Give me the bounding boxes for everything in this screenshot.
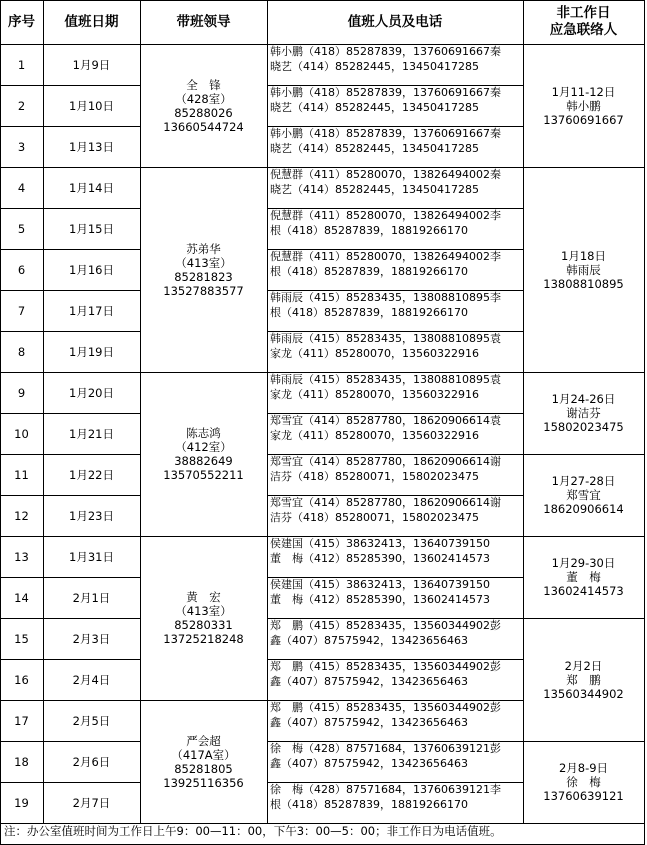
row-seq: 6: [17, 262, 26, 277]
leader-cell: [140, 536, 267, 700]
contact-dates: 1月24-26日: [551, 392, 616, 406]
header-contact-line2: 应急联络人: [549, 22, 618, 38]
row-date: 2月7日: [72, 795, 111, 810]
contact-dates: 1月11-12日: [551, 84, 616, 99]
contact-dates: 1月27-28日: [551, 474, 616, 488]
row-seq: 11: [14, 467, 29, 482]
staff-line-1: 郑雪宜（414）85287780，18620906614袁: [270, 414, 501, 427]
staff-line-1: 韩小鹏（418）85287839，13760691667秦: [270, 86, 501, 99]
contact-name: 董 梅: [566, 570, 601, 584]
contact-name: 郑雪宜: [566, 488, 601, 502]
leader-phone: 85281823: [174, 269, 233, 284]
header-contact-line1: 非工作日: [556, 5, 611, 21]
row-date: 1月10日: [69, 98, 114, 113]
staff-line-1: 徐 梅（428）87571684，13760639121李: [270, 783, 501, 796]
row-seq: 8: [17, 344, 26, 359]
contact-mobile: 13560344902: [543, 686, 624, 701]
row-seq: 4: [17, 180, 26, 195]
staff-line-2: 家龙（411）85280070，13560322916: [270, 429, 479, 442]
staff-line-1: 侯建国（415）38632413，13640739150: [270, 537, 490, 550]
header-staff: 值班人员及电话: [347, 13, 443, 30]
row-seq: 13: [14, 549, 29, 564]
row-seq: 12: [14, 508, 29, 523]
contact-cell: [523, 741, 644, 823]
header-date: 值班日期: [64, 13, 119, 30]
staff-line-2: 晓艺（414）85282445，13450417285: [270, 183, 479, 196]
staff-line-2: 家龙（411）85280070，13560322916: [270, 388, 479, 401]
staff-line-1: 侯建国（415）38632413，13640739150: [270, 578, 490, 591]
staff-line-1: 郑 鹏（415）85283435，13560344902彭: [270, 660, 501, 673]
row-date: 1月17日: [69, 303, 114, 318]
staff-line-1: 韩雨辰（415）85283435，13808810895袁: [270, 332, 501, 345]
staff-line-2: 鑫（407）87575942，13423656463: [270, 716, 468, 729]
staff-line-1: 郑 鹏（415）85283435，13560344902彭: [270, 701, 501, 714]
row-date: 1月16日: [69, 262, 114, 277]
staff-line-2: 根（418）85287839，18819266170: [270, 224, 468, 237]
row-date: 1月20日: [69, 385, 114, 400]
staff-line-2: 鑫（407）87575942，13423656463: [270, 757, 468, 770]
row-seq: 19: [14, 795, 29, 810]
leader-mobile: 13660544724: [163, 119, 244, 134]
leader-cell: [140, 167, 267, 372]
leader-name: 黄 宏: [186, 590, 221, 604]
staff-line-2: 根（418）85287839，18819266170: [270, 306, 468, 319]
row-date: 2月3日: [72, 631, 111, 646]
row-seq: 17: [14, 713, 29, 728]
leader-name: 苏弟华: [186, 241, 221, 256]
row-staff: [267, 577, 523, 618]
staff-line-1: 郑雪宜（414）85287780，18620906614谢: [270, 455, 501, 468]
staff-line-1: 韩雨辰（415）85283435，13808810895李: [270, 291, 501, 304]
contact-name: 徐 梅: [566, 775, 601, 789]
leader-cell: [140, 700, 267, 823]
staff-line-2: 董 梅（412）85285390，13602414573: [270, 593, 490, 606]
staff-line-2: 董 梅（412）85285390，13602414573: [270, 552, 490, 565]
leader-cell: [140, 372, 267, 536]
staff-line-2: 洁芬（418）85280071，15802023475: [270, 470, 479, 483]
row-seq: 3: [17, 139, 26, 154]
row-staff: [267, 167, 523, 208]
staff-line-2: 鑫（407）87575942，13423656463: [270, 675, 468, 688]
staff-line-1: 韩雨辰（415）85283435，13808810895袁: [270, 373, 501, 386]
leader-mobile: 13725218248: [163, 632, 244, 646]
staff-line-2: 晓艺（414）85282445，13450417285: [270, 142, 479, 155]
row-seq: 10: [14, 426, 29, 441]
staff-line-2: 根（418）85287839，18819266170: [270, 798, 468, 811]
leader-phone: 85280331: [174, 618, 233, 632]
row-staff: [267, 413, 523, 454]
contact-dates: 2月2日: [564, 658, 603, 673]
row-date: 1月22日: [69, 467, 114, 482]
row-staff: [267, 290, 523, 331]
header-seq: 序号: [8, 13, 35, 30]
staff-line-1: 倪慧群（411）85280070，13826494002李: [270, 250, 501, 263]
row-seq: 9: [17, 385, 26, 400]
header-contact: [523, 0, 644, 44]
contact-name: 韩小鹏: [566, 98, 601, 113]
staff-line-1: 倪慧群（411）85280070，13826494002秦: [270, 168, 501, 181]
contact-mobile: 18620906614: [543, 502, 624, 516]
contact-dates: 1月18日: [561, 248, 606, 263]
row-seq: 14: [14, 590, 29, 605]
staff-line-2: 晓艺（414）85282445，13450417285: [270, 101, 479, 114]
staff-line-2: 洁芬（418）85280071，15802023475: [270, 511, 479, 524]
contact-mobile: 15802023475: [543, 420, 624, 434]
contact-cell: [523, 618, 644, 741]
contact-dates: 2月8-9日: [558, 761, 609, 775]
contact-mobile: 13602414573: [543, 584, 624, 598]
row-date: 1月19日: [69, 344, 114, 359]
row-date: 2月5日: [72, 713, 111, 728]
leader-name: 全 锋: [186, 77, 221, 92]
contact-mobile: 13808810895: [543, 276, 624, 291]
row-date: 2月1日: [72, 590, 111, 605]
staff-line-2: 鑫（407）87575942，13423656463: [270, 634, 468, 647]
row-staff: [267, 536, 523, 577]
row-date: 1月15日: [69, 221, 114, 236]
leader-room: （417A室）: [171, 747, 236, 762]
staff-line-1: 郑雪宜（414）85287780，18620906614谢: [270, 496, 501, 509]
row-staff: [267, 208, 523, 249]
leader-room: （413室）: [175, 604, 232, 618]
row-seq: 5: [17, 221, 26, 236]
contact-name: 韩雨辰: [566, 262, 601, 277]
row-date: 1月21日: [69, 426, 114, 441]
contact-mobile: 13760639121: [543, 789, 624, 803]
leader-mobile: 13570552211: [163, 468, 244, 482]
contact-name: 谢洁芬: [566, 406, 601, 420]
row-seq: 15: [14, 631, 29, 646]
contact-cell: [523, 536, 644, 618]
row-seq: 2: [17, 98, 26, 113]
staff-line-1: 倪慧群（411）85280070，13826494002李: [270, 209, 501, 222]
row-staff: [267, 782, 523, 823]
leader-cell: [140, 44, 267, 167]
footnote: 注：办公室值班时间为工作日上午9：00—11：00，下午3：00—5：00；非工作日为电话值班。: [4, 824, 502, 838]
row-staff: [267, 454, 523, 495]
row-date: 1月23日: [69, 508, 114, 523]
row-staff: [267, 700, 523, 741]
row-seq: 16: [14, 672, 29, 687]
row-staff: [267, 372, 523, 413]
contact-cell: [523, 372, 644, 454]
leader-mobile: 13527883577: [163, 283, 244, 298]
row-seq: 18: [14, 754, 29, 769]
row-date: 2月4日: [72, 672, 111, 687]
row-staff: [267, 44, 523, 85]
staff-line-1: 郑 鹏（415）85283435，13560344902彭: [270, 619, 501, 632]
staff-line-1: 韩小鹏（418）85287839，13760691667秦: [270, 45, 501, 58]
leader-room: （412室）: [175, 440, 232, 454]
contact-cell: [523, 167, 644, 372]
staff-line-2: 晓艺（414）85282445，13450417285: [270, 60, 479, 73]
staff-line-1: 徐 梅（428）87571684，13760639121彭: [270, 742, 501, 755]
row-date: 1月31日: [69, 549, 114, 564]
contact-cell: [523, 44, 644, 167]
contact-name: 郑 鹏: [566, 672, 601, 687]
leader-phone: 38882649: [174, 454, 233, 468]
staff-line-2: 家龙（411）85280070，13560322916: [270, 347, 479, 360]
row-staff: [267, 741, 523, 782]
staff-line-2: 根（418）85287839，18819266170: [270, 265, 468, 278]
row-staff: [267, 126, 523, 167]
row-date: 2月6日: [72, 754, 111, 769]
contact-dates: 1月29-30日: [551, 556, 616, 570]
leader-name: 陈志鸿: [186, 426, 221, 440]
row-staff: [267, 331, 523, 372]
leader-mobile: 13925116356: [163, 775, 244, 790]
leader-phone: 85288026: [174, 105, 233, 120]
row-date: 1月14日: [69, 180, 114, 195]
row-staff: [267, 249, 523, 290]
leader-room: （428室）: [175, 91, 232, 106]
leader-name: 严会超: [186, 733, 221, 748]
row-staff: [267, 495, 523, 536]
staff-line-1: 韩小鹏（418）85287839，13760691667秦: [270, 127, 501, 140]
row-seq: 1: [17, 57, 26, 72]
contact-cell: [523, 454, 644, 536]
row-seq: 7: [17, 303, 26, 318]
row-date: 1月9日: [72, 57, 111, 72]
row-staff: [267, 618, 523, 659]
row-date: 1月13日: [69, 139, 114, 154]
row-staff: [267, 85, 523, 126]
leader-phone: 85281805: [174, 761, 233, 776]
row-staff: [267, 659, 523, 700]
contact-mobile: 13760691667: [543, 112, 624, 127]
header-leader: 带班领导: [176, 13, 231, 30]
leader-room: （413室）: [175, 255, 232, 270]
